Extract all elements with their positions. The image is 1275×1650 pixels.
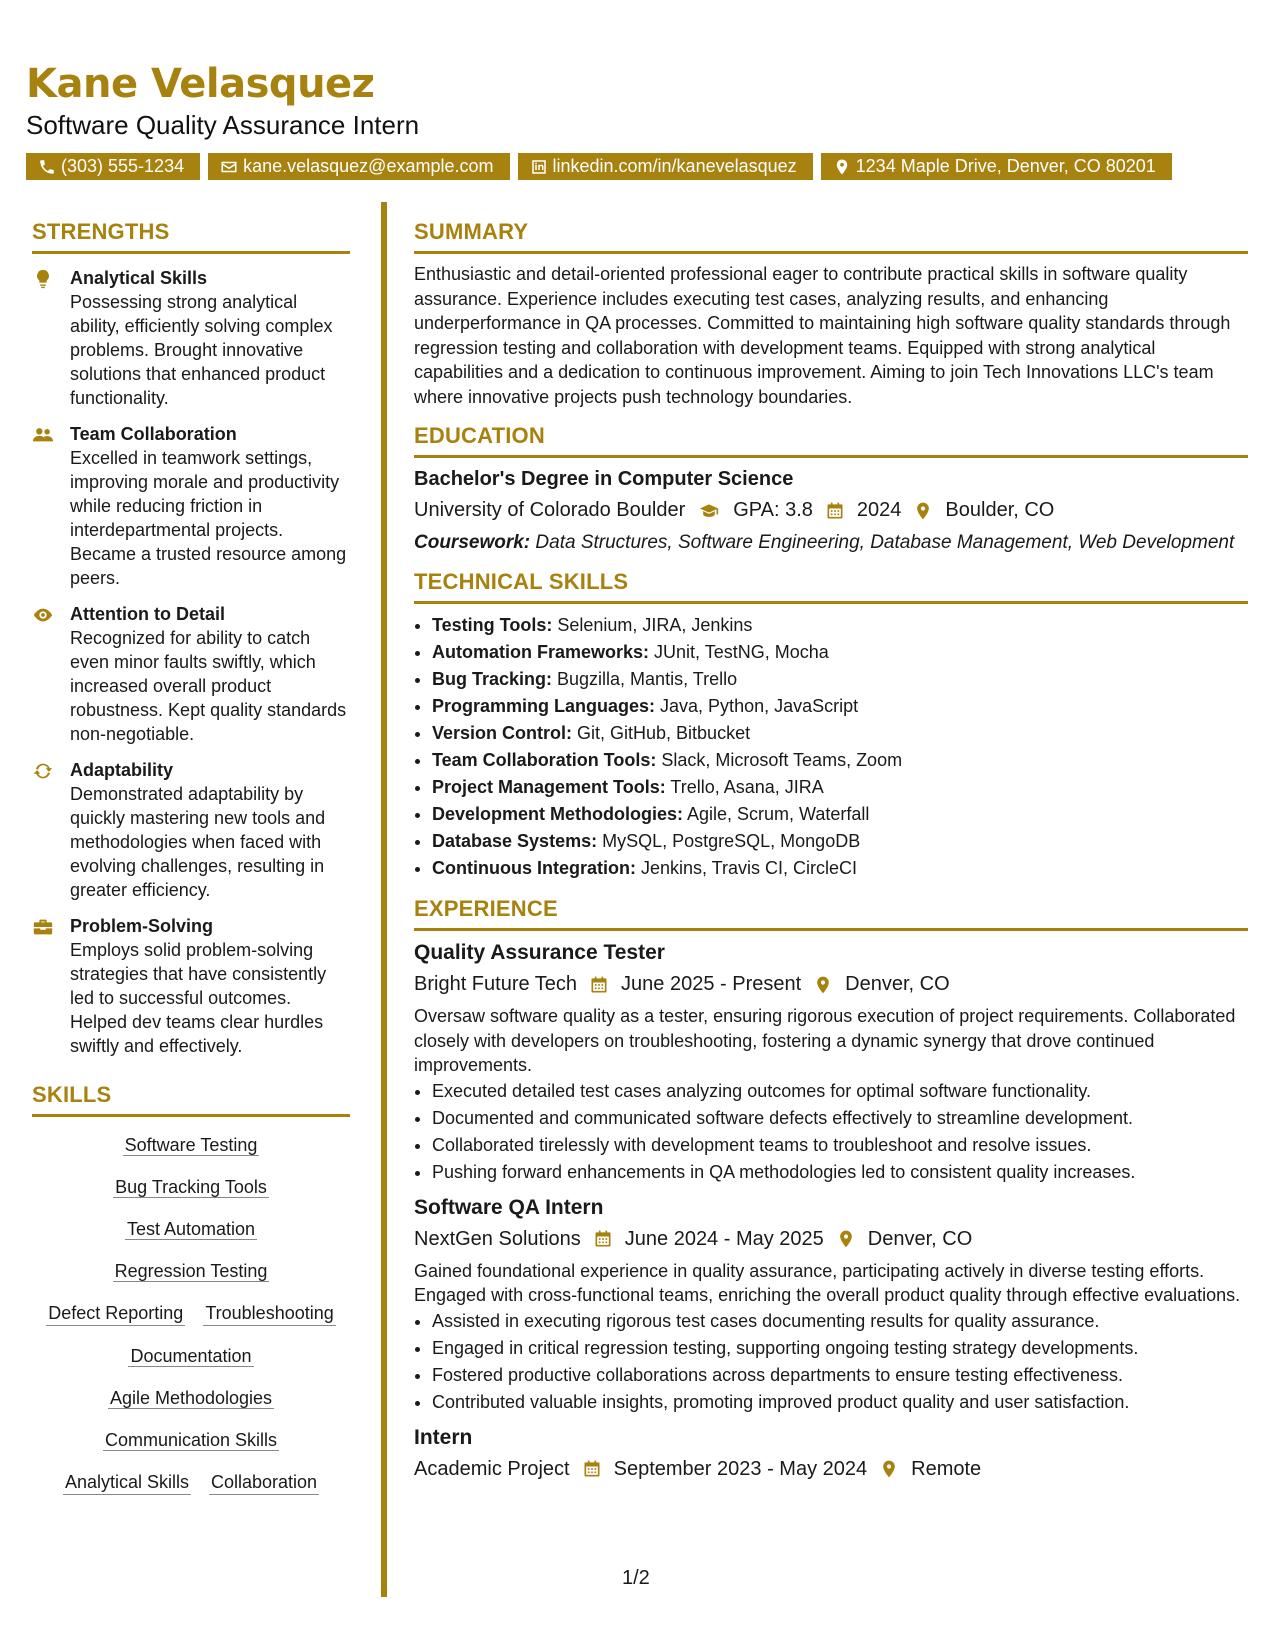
strength-title: Team Collaboration [70,424,237,444]
skill-tag: Defect Reporting [46,1301,185,1326]
list-item: • Pushing forward enhancements in QA methodologies led to consistent quality increases. [432,1159,1248,1186]
list-item: • Version Control: Git, GitHub, Bitbucket [432,720,1248,747]
map-marker-icon [879,1459,899,1479]
job-location: Denver, CO [845,973,950,995]
address-text: 1234 Maple Drive, Denver, CO 80201 [855,156,1156,176]
company-name: NextGen Solutions [414,1227,581,1250]
toolbox-icon [32,916,54,938]
list-item: • Fostered productive collaborations across departments to ensure testing effectiveness. [432,1362,1248,1389]
graduation-year: 2024 [856,499,902,521]
coursework-label: Coursework: [414,532,531,553]
strength-desc: Demonstrated adaptability by quickly mastering new tools and methodologies when faced with evolving challenges, resulting in greater efficiency. [70,784,326,900]
strengths-heading: STRENGTHS [32,219,350,254]
lightbulb-icon [32,268,54,290]
job-dates: June 2024 - May 2025 [624,1227,824,1250]
calendar-icon [582,1459,602,1479]
email-text: kane.velasquez@example.com [243,156,494,176]
strength-item [32,758,350,902]
list-item: • Documented and communicated software defects effectively to streamline development. [432,1105,1248,1132]
job-dates: June 2025 - Present [621,973,802,995]
skill-tag: Analytical Skills [63,1470,191,1495]
phone-icon [38,158,56,176]
degree-title: Bachelor's Degree in Computer Science [414,468,794,490]
job-meta [414,1228,1248,1251]
job-title: Software QA Intern [414,1195,604,1219]
left-column [32,219,350,1495]
candidate-role: Software Quality Assurance Intern [26,110,420,140]
resume-header [26,62,419,141]
job-title: Quality Assurance Tester [414,941,665,964]
strength-title: Adaptability [70,760,174,780]
skill-tag: Bug Tracking Tools [115,1177,267,1197]
right-column [414,219,1248,1481]
strength-desc: Recognized for ability to catch even minor faults swiftly, which increased overall product robustness. Kept quality standards non-negotiable. [70,628,347,744]
skills-list [32,1133,350,1495]
map-marker-icon [913,501,933,521]
users-icon [32,424,54,446]
job-description: Oversaw software quality as a tester, ensuring rigorous execution of project requirements. Collaborated closely with developers on troubleshooting, fostering a dynamic synergy that drove continued improvements. [414,1006,1236,1075]
skills-heading: SKILLS [32,1082,350,1117]
map-marker-icon [813,975,833,995]
skill-tag: Communication Skills [104,1430,278,1450]
job-location: Remote [911,1457,982,1480]
job-meta [414,1458,1248,1481]
envelope-icon [220,158,238,176]
strength-item [32,914,350,1058]
skill-tag: Documentation [130,1346,252,1366]
skill-tag: Agile Methodologies [109,1388,273,1408]
contact-linkedin[interactable] [518,153,813,180]
strength-title: Problem-Solving [70,916,214,936]
map-marker-icon [836,1229,856,1249]
skill-tag: Troubleshooting [203,1301,335,1326]
calendar-icon [589,975,609,995]
skill-tag: Test Automation [126,1219,256,1239]
page-number: 1/2 [622,1567,650,1589]
contact-bar [26,153,1172,180]
list-item: • Development Methodologies: Agile, Scrum, Waterfall [432,801,1248,828]
summary-heading: SUMMARY [414,219,1248,254]
skill-tag: Software Testing [124,1135,258,1155]
coursework-list: Data Structures, Software Engineering, Database Management, Web Development [530,532,1235,553]
contact-phone[interactable] [26,153,200,180]
job-location: Denver, CO [867,1227,973,1250]
list-item: • Contributed valuable insights, promoting improved product quality and user satisfaction. [432,1389,1248,1416]
contact-address[interactable] [821,153,1172,180]
job-bullets [414,1308,1248,1416]
calendar-icon [593,1229,613,1249]
education-heading: EDUCATION [414,423,1248,458]
linkedin-icon [530,158,548,176]
technical-skills-list [414,612,1248,882]
list-item: • Engaged in critical regression testing, supporting ongoing testing strategy developments. [432,1335,1248,1362]
experience-heading: EXPERIENCE [414,896,1248,931]
skill-tag: Collaboration [209,1470,319,1495]
strength-item [32,602,350,746]
strength-desc: Employs solid problem-solving strategies that have consistently led to successful outcomes. Helped dev teams clear hurdles swiftly and effectively. [70,940,327,1056]
gpa: GPA: 3.8 [733,499,813,521]
phone-text: (303) 555-1234 [61,156,185,176]
map-marker-icon [833,158,851,176]
list-item: • Team Collaboration Tools: Slack, Microsoft Teams, Zoom [432,747,1248,774]
graduation-cap-icon [697,501,721,521]
skill-tag: Regression Testing [114,1261,268,1281]
job-dates: September 2023 - May 2024 [613,1457,868,1480]
list-item: • Continuous Integration: Jenkins, Travis CI, CircleCI [432,855,1248,882]
sync-icon [32,760,54,782]
eye-icon [32,604,54,626]
list-item: • Assisted in executing rigorous test cases documenting results for quality assurance. [432,1308,1248,1335]
list-item: • Automation Frameworks: JUnit, TestNG, Mocha [432,639,1248,666]
column-divider [381,202,387,1597]
summary-text: Enthusiastic and detail-oriented professional eager to contribute practical skills in software quality assurance. Experience includes executing test cases, analyzing results, and enhancing underperformance in QA processes. Committed to maintaining high software quality standards through regression testing and collaboration with development teams. Equipped with strong analytical capabilities and a dedication to continuous improvement. Aiming to join Tech Innovations LLC's team where innovative projects push technology boundaries. [414,264,1231,407]
strength-title: Analytical Skills [70,268,208,288]
strength-title: Attention to Detail [70,604,225,624]
candidate-name: Kane Velasquez [26,61,375,107]
company-name: Academic Project [414,1457,570,1480]
company-name: Bright Future Tech [414,973,578,995]
list-item: • Programming Languages: Java, Python, JavaScript [432,693,1248,720]
coursework [414,530,1248,555]
list-item: • Database Systems: MySQL, PostgreSQL, MongoDB [432,828,1248,855]
strength-desc: Excelled in teamwork settings, improving morale and productivity while reducing friction in interdepartmental projects. Became a trusted resource among peers. [70,448,347,588]
job-description: Gained foundational experience in quality assurance, participating actively in diverse testing efforts. Engaged with cross-functional teams, enriching the overall product quality through effective evaluations. [414,1260,1241,1305]
strength-item [32,422,350,590]
list-item: • Executed detailed test cases analyzing outcomes for optimal software functionality. [432,1078,1248,1105]
list-item: • Testing Tools: Selenium, JIRA, Jenkins [432,612,1248,639]
school-location: Boulder, CO [945,499,1055,521]
education-meta [414,499,1248,522]
job-bullets [414,1078,1248,1186]
school-name: University of Colorado Boulder [414,499,686,521]
job-meta [414,973,1248,996]
list-item: • Collaborated tirelessly with development teams to troubleshoot and resolve issues. [432,1132,1248,1159]
list-item: • Bug Tracking: Bugzilla, Mantis, Trello [432,666,1248,693]
calendar-icon [825,501,845,521]
linkedin-text: linkedin.com/in/kanevelasquez [552,156,797,176]
strength-item [32,266,350,410]
list-item: • Project Management Tools: Trello, Asana, JIRA [432,774,1248,801]
contact-email[interactable] [208,153,509,180]
job-title: Intern [414,1425,473,1449]
technical-skills-heading: TECHNICAL SKILLS [414,569,1248,604]
strength-desc: Possessing strong analytical ability, efficiently solving complex problems. Brought innovative solutions that enhanced product functionality. [70,292,333,408]
